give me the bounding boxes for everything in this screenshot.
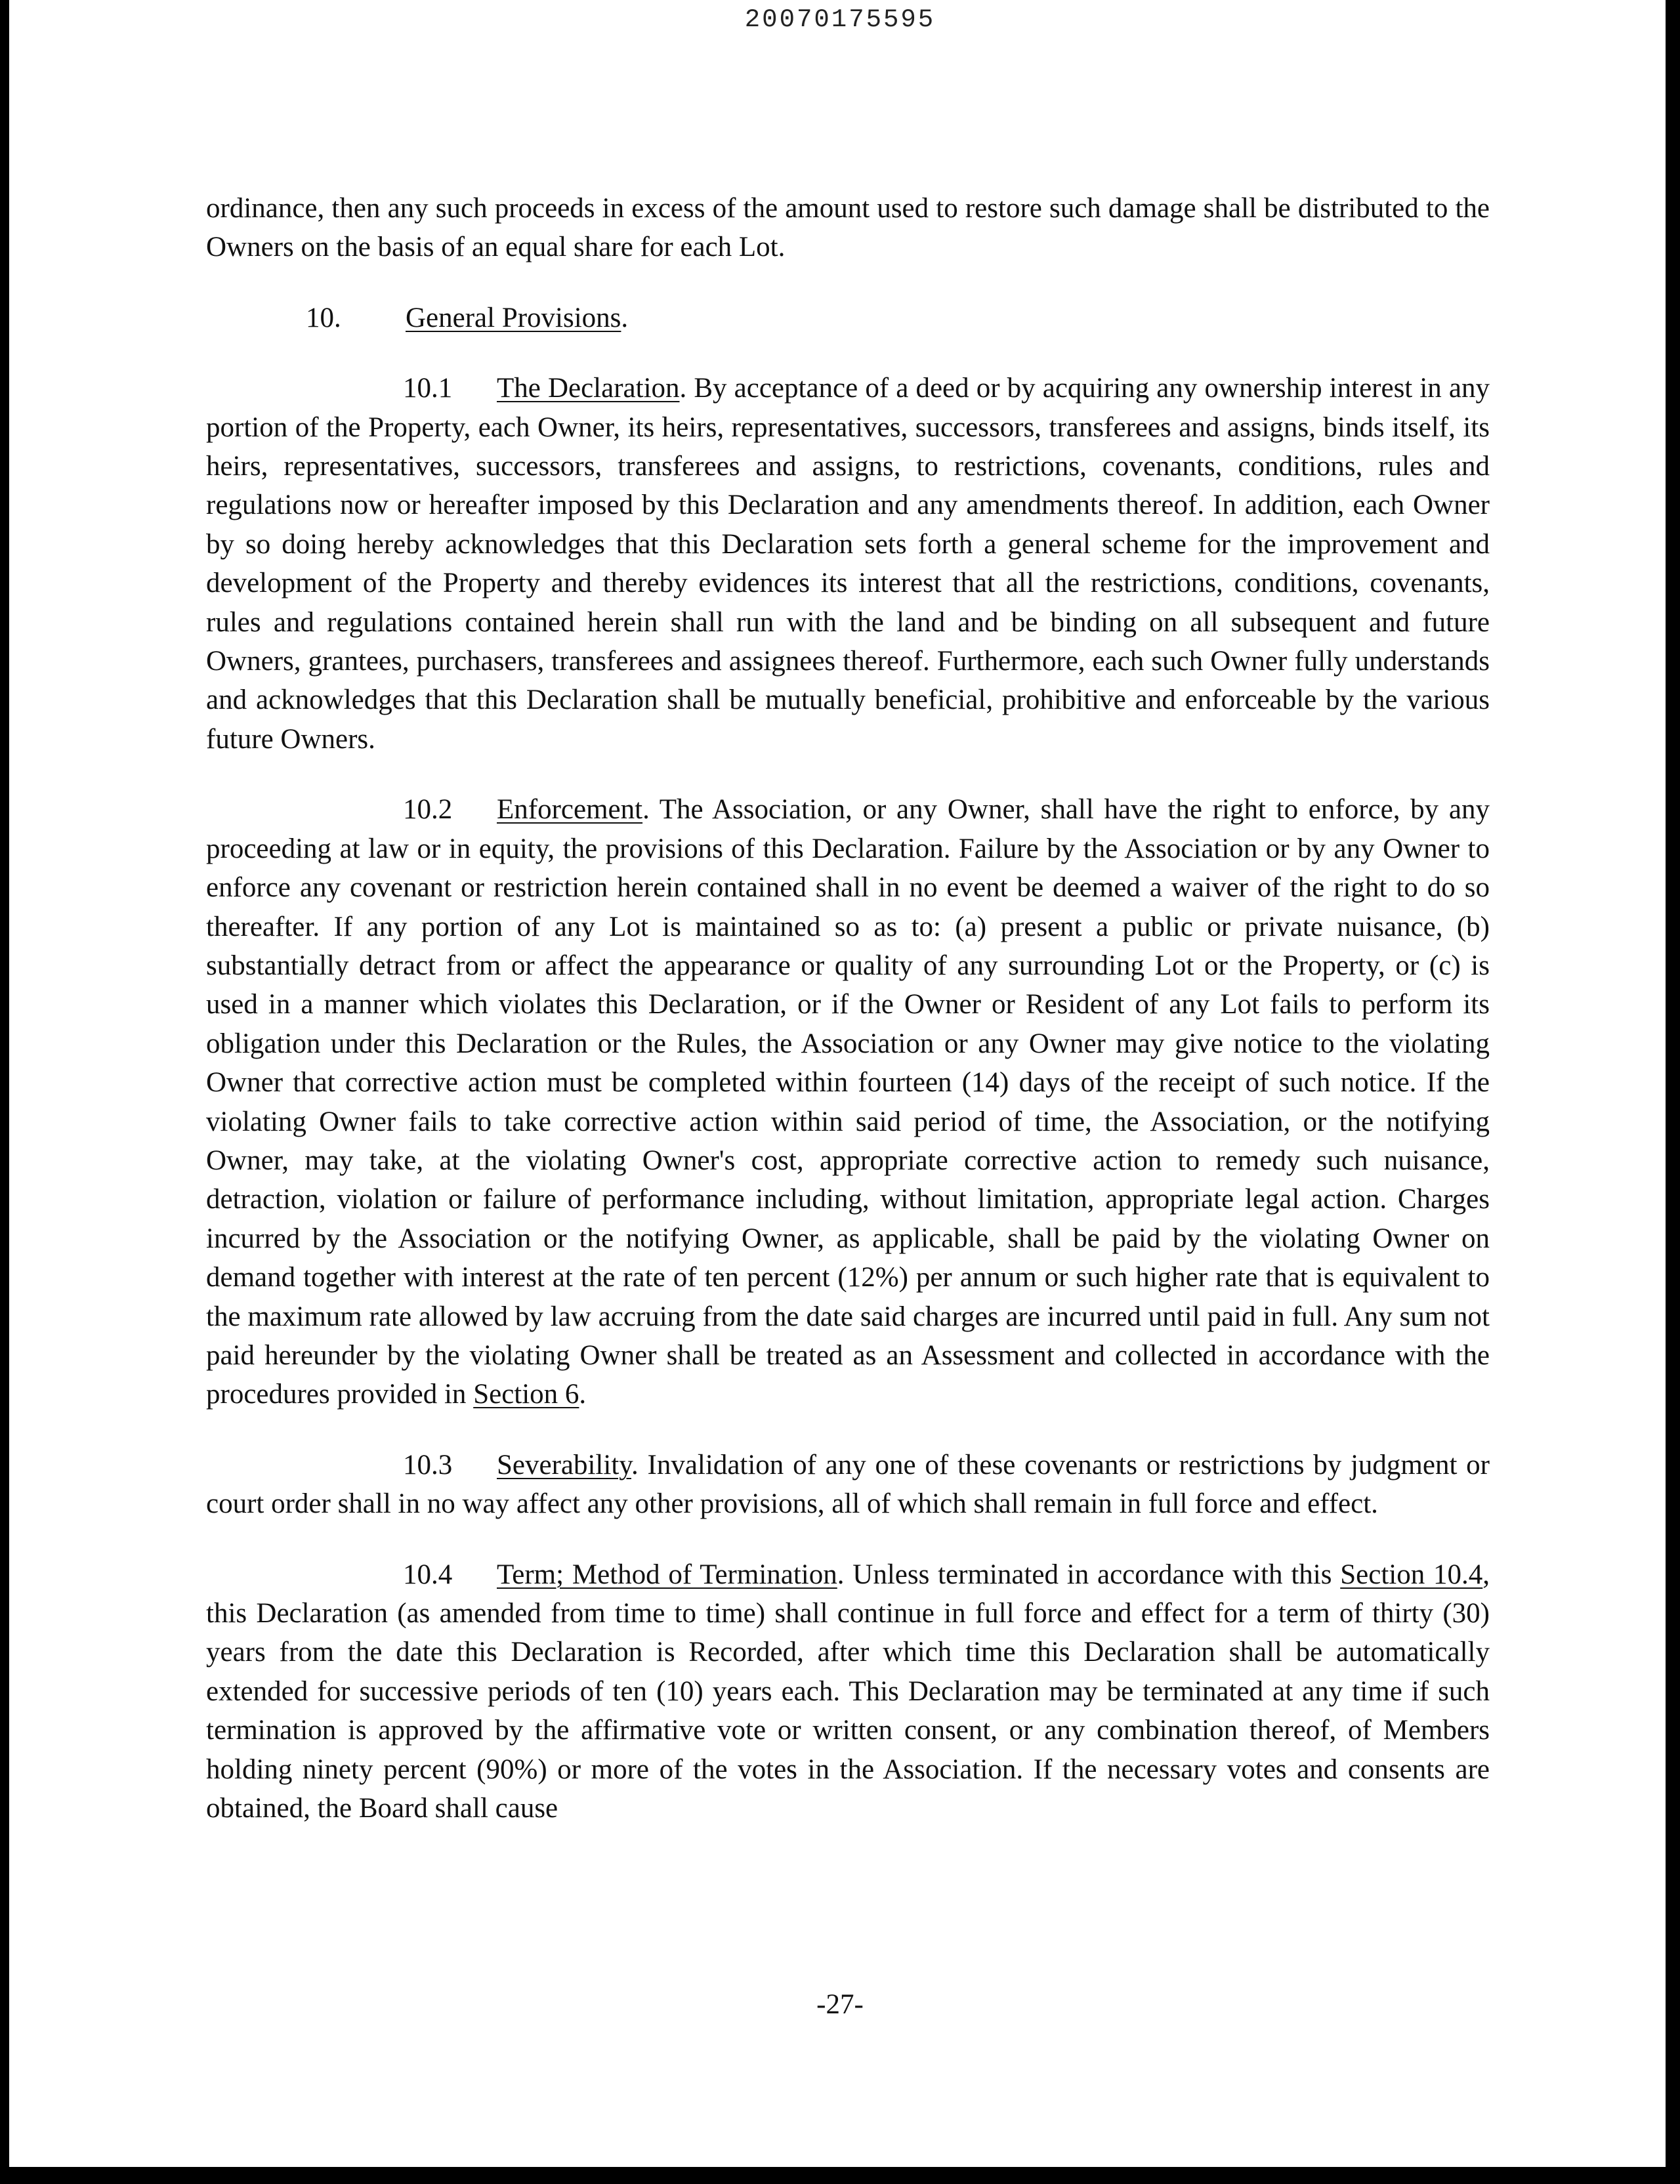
subsection-text: The Association, or any Owner, shall have the right to enforce, by any proceeding at law or in equity, the provisions of this Declaration. Failure by the Association or by any Owner to enforce any covenant or restriction herein contained shall in no event be deemed a waiver of the right to do so thereafter. If any portion of any Lot is maintained so as to: (a) present a public or private nuisance, (b) substantially detract from or affect the appearance or quality of any surrounding Lot or the Property, or (c) is used in a manner which violates this Declaration, or if the Owner or Resident of any Lot fails to perform its obligation under this Declaration or the Rules, the Association or any Owner may give notice to the violating Owner that corrective action must be completed within fourteen (14) days of the receipt of such notice. If the violating Owner fails to take corrective action within said period of time, the Association, or the notifying Owner, may take, at the violating Owner's cost, appropriate corrective action to remedy such nuisance, detraction, violation or failure of performance including, without limitation, appropriate legal action. Charges incurred by the Association or the notifying Owner, as applicable, shall be paid by the violating Owner on demand together with interest at the rate of ten percent (12%) per annum or such higher rate that is equivalent to the maximum rate allowed by law accruing from the date said charges are incurred until paid in full. Any sum not paid hereunder by the violating Owner shall be treated as an Assessment and collected in accordance with the procedures provided in xyxy=(206,794,1490,1410)
subsection-number: 10.3 xyxy=(403,1449,453,1480)
section-10-2: 10.2 Enforcement. The Association, or any Owner, shall have the right to enforce, by any proceeding at law or in equity, the provisions of this Declaration. Failure by the Association or by any Owner to enforce any covenant or restriction herein contained shall in no event be deemed a waiver of the right to do so thereafter. If any portion of any Lot is maintained so as to: (a) present a public or private nuisance, (b) substantially detract from or affect the appearance or quality of any surrounding Lot or the Property, or (c) is used in a manner which violates this Declaration, or if the Owner or Resident of any Lot fails to perform its obligation under this Declaration or the Rules, the Association or any Owner may give notice to the violating Owner that corrective action must be completed within fourteen (14) days of the receipt of such notice. If the violating Owner fails to take corrective action within said period of time, the Association, or the notifying Owner, may take, at the violating Owner's cost, appropriate corrective action to remedy such nuisance, detraction, violation or failure of performance including, without limitation, appropriate legal action. Charges incurred by the Association or the notifying Owner, as applicable, shall be paid by the violating Owner on demand together with interest at the rate of ten percent (12%) per annum or such higher rate that is equivalent to the maximum rate allowed by law accruing from the date said charges are incurred until paid in full. Any sum not paid hereunder by the violating Owner shall be treated as an Assessment and collected in accordance with the procedures provided in Section 6. xyxy=(206,790,1490,1414)
page-number: -27- xyxy=(816,1989,864,2020)
title-period: . xyxy=(621,302,629,333)
subsection-number: 10.4 xyxy=(403,1559,453,1590)
subsection-title: Enforcement xyxy=(497,794,643,826)
subsection-text: Invalidation of any one of these covenants or restrictions by judgment or court order shall in no way affect any other provisions, all of which shall remain in full force and effect. xyxy=(206,1449,1490,1520)
document-number: 20070175595 xyxy=(744,5,936,34)
section-number: 10. xyxy=(306,302,341,333)
subsection-text: By acceptance of a deed or by acquiring any ownership interest in any portion of the Property, each Owner, its heirs, representatives, successors, transferees and assigns, binds itself, its heirs, representatives, successors, transferees and assigns, to restrictions, covenants, conditions, rules and regulations now or hereafter imposed by this Declaration and any amendments thereof. In addition, each Owner by so doing hereby acknowledges that this Declaration sets forth a general scheme for the improvement and development of the Property and thereby evidences its interest that all the restrictions, conditions, covenants, rules and regulations contained herein shall run with the land and be binding on all subsequent and future Owners, grantees, purchasers, transferees and assignees thereof. Furthermore, each such Owner fully understands and acknowledges that this Declaration shall be mutually beneficial, prohibitive and enforceable by the various future Owners. xyxy=(206,373,1490,755)
subsection-text: , this Declaration (as amended from time to time) shall continue in full force and effect for a term of thirty (30) years from the date this Declaration is Recorded, after which time this Declaration shall be automatically extended for successive periods of ten (10) years each. This Declaration may be terminated at any time if such termination is approved by the affirmative vote or written consent, or any combination thereof, of Members holding ninety percent (90%) or more of the votes in the Association. If the necessary votes and consents are obtained, the Board shall cause xyxy=(206,1559,1490,1824)
section-10-4: 10.4 Term; Method of Termination. Unless terminated in accordance with this Section 10.4, this Declaration (as amended from time to time) shall continue in full force and effect for a term of thirty (30) years from the date this Declaration is Recorded, after which time this Declaration shall be automatically extended for successive periods of ten (10) years each. This Declaration may be terminated at any time if such termination is approved by the affirmative vote or written consent, or any combination thereof, of Members holding ninety percent (90%) or more of the votes in the Association. If the necessary votes and consents are obtained, the Board shall cause xyxy=(206,1555,1490,1828)
section-10-1: 10.1 The Declaration. By acceptance of a deed or by acquiring any ownership interest in any portion of the Property, each Owner, its heirs, representatives, successors, transferees and assigns, binds itself, its heirs, representatives, successors, transferees and assigns, to restrictions, covenants, conditions, rules and regulations now or hereafter imposed by this Declaration and any amendments thereof. In addition, each Owner by so doing hereby acknowledges that this Declaration sets forth a general scheme for the improvement and development of the Property and thereby evidences its interest that all the restrictions, conditions, covenants, rules and regulations contained herein shall run with the land and be binding on all subsequent and future Owners, grantees, purchasers, transferees and assignees thereof. Furthermore, each such Owner fully understands and acknowledges that this Declaration shall be mutually beneficial, prohibitive and enforceable by the various future Owners. xyxy=(206,369,1490,759)
section-heading-10 xyxy=(206,299,1490,337)
scan-edge-left xyxy=(0,0,9,2184)
scan-edge-bottom xyxy=(0,2167,1680,2184)
document-body xyxy=(206,189,1490,1859)
subsection-number: 10.1 xyxy=(403,373,453,404)
section-reference: Section 6 xyxy=(473,1379,579,1410)
scan-edge-right xyxy=(1666,0,1680,2184)
intro-paragraph: ordinance, then any such proceeds in excess of the amount used to restore such damage shall be distributed to the Owners on the basis of an equal share for each Lot. xyxy=(206,193,1490,263)
subsection-title: The Declaration xyxy=(497,373,680,404)
subsection-title: Term; Method of Termination xyxy=(497,1559,837,1590)
section-10-3: 10.3 Severability. Invalidation of any one of these covenants or restrictions by judgment or court order shall in no way affect any other provisions, all of which shall remain in full force and effect. xyxy=(206,1446,1490,1524)
subsection-number: 10.2 xyxy=(403,794,453,826)
subsection-title: Severability xyxy=(497,1449,631,1480)
section-reference: Section 10.4 xyxy=(1340,1559,1483,1590)
subsection-lead-text: Unless terminated in accordance with this xyxy=(852,1559,1332,1590)
section-title: General Provisions xyxy=(406,302,621,333)
